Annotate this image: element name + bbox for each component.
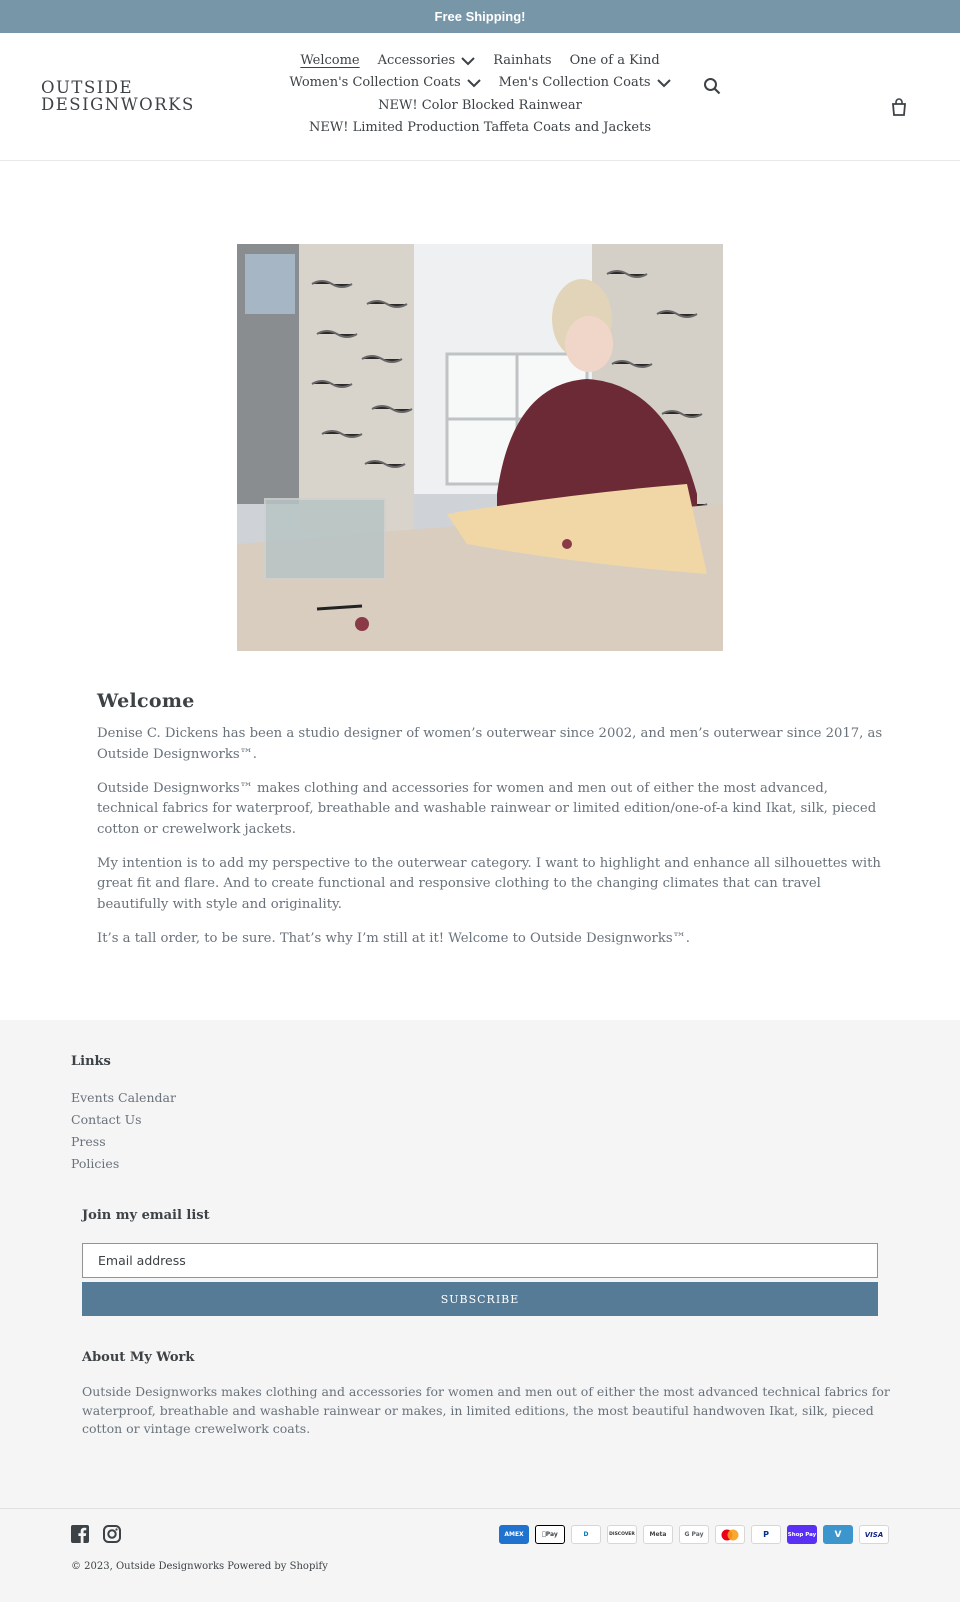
venmo-icon: [823, 1525, 853, 1544]
email-input[interactable]: [82, 1243, 878, 1278]
social-links: [71, 1525, 121, 1543]
links-title: Links: [71, 1054, 111, 1069]
nav-item-womens-coats[interactable]: [289, 75, 480, 90]
meta-pay-icon: [643, 1525, 673, 1544]
paypal-icon: [751, 1525, 781, 1544]
payment-label: Pay: [543, 1531, 556, 1538]
chevron-down-icon: [461, 56, 475, 66]
chevron-down-icon: [467, 78, 481, 88]
content-paragraph: It’s a tall order, to be sure. That’s why I’m still at it! Welcome to Outside Designworks™.: [97, 930, 691, 946]
about-text: Outside Designworks makes clothing and accessories for women and men out of either the most advanced technical fabrics for waterproof, breathable and washable rainwear or makes, in limited editions, the most beautiful handwoven Ikat, silk, pieced cotton or vintage crewelwork coats.: [82, 1384, 890, 1436]
nav-item-label: NEW! Limited Production Taffeta Coats and Jackets: [309, 120, 651, 135]
page-content: [97, 690, 887, 963]
nav-item-label: NEW! Color Blocked Rainwear: [378, 98, 582, 113]
amex-icon: [499, 1525, 529, 1544]
content-paragraph: Denise C. Dickens has been a studio designer of women’s outerwear since 2002, and men’s outerwear since 2017, as Outside Designworks™.: [97, 726, 883, 762]
payment-label: P: [763, 1530, 769, 1539]
facebook-icon[interactable]: [71, 1525, 89, 1543]
cart-icon: [890, 98, 908, 116]
subscribe-button[interactable]: SUBSCRIBE: [82, 1282, 878, 1316]
nav-item-label: One of a Kind: [569, 53, 660, 68]
footer-link-press[interactable]: Press: [71, 1134, 106, 1149]
search-icon: [703, 77, 721, 95]
google-pay-icon: [679, 1525, 709, 1544]
page-title: Welcome: [97, 690, 195, 712]
nav-item-label: Women's Collection Coats: [289, 75, 461, 90]
nav-row-3: [0, 98, 960, 113]
apple-pay-icon: [535, 1525, 565, 1544]
nav-row-2: [0, 75, 960, 90]
announcement-bar: [0, 0, 960, 33]
payment-label: V: [834, 1529, 842, 1540]
about-title: About My Work: [82, 1350, 195, 1365]
instagram-icon[interactable]: [103, 1525, 121, 1543]
nav-item-color-blocked[interactable]: [378, 98, 582, 113]
copyright: © 2023, Outside Designworks Powered by Shopify: [71, 1561, 328, 1572]
payment-label: VISA: [864, 1530, 884, 1539]
nav-item-rainhats[interactable]: [493, 53, 551, 68]
announcement-text: Free Shipping!: [434, 9, 526, 24]
about-section: [82, 1350, 892, 1439]
search-button[interactable]: [703, 77, 721, 95]
diners-club-icon: [571, 1525, 601, 1544]
nav-item-label: Accessories: [377, 53, 456, 68]
payment-icons: [499, 1525, 889, 1544]
visa-icon: [859, 1525, 889, 1544]
site-footer: [0, 1020, 960, 1602]
chevron-down-icon: [657, 78, 671, 88]
payment-label: D: [583, 1531, 589, 1538]
footer-link-events[interactable]: Events Calendar: [71, 1090, 176, 1105]
shop-pay-icon: [787, 1525, 817, 1544]
mastercard-icon: [715, 1525, 745, 1544]
nav-item-mens-coats[interactable]: [499, 75, 671, 90]
nav-item-label: Men's Collection Coats: [498, 75, 651, 90]
nav-row-4: [0, 120, 960, 135]
nav-item-one-of-a-kind[interactable]: [570, 53, 660, 68]
nav-item-taffeta[interactable]: [309, 120, 651, 135]
nav-item-welcome[interactable]: [300, 53, 359, 68]
nav-item-accessories[interactable]: [378, 53, 476, 68]
content-paragraph: My intention is to add my perspective to the outerwear category. I want to highlight and enhance all silhouettes with great fit and flare. And to create functional and responsive clothing to the changing climates that can travel beautifully with style and originality.: [97, 855, 881, 912]
mastercard-circles: [720, 1529, 740, 1541]
payment-label: G Pay: [684, 1531, 704, 1538]
footer-bottom: [0, 1508, 960, 1602]
newsletter-signup: [82, 1208, 878, 1316]
payment-label: Meta: [649, 1531, 667, 1538]
footer-link-policies[interactable]: Policies: [71, 1156, 120, 1171]
nav-item-label: Welcome: [300, 53, 360, 68]
footer-link-contact[interactable]: Contact Us: [71, 1112, 142, 1127]
cart-button[interactable]: [890, 98, 908, 116]
newsletter-title: Join my email list: [82, 1208, 210, 1223]
designer-photo: [237, 244, 723, 651]
content-paragraph: Outside Designworks™ makes clothing and accessories for women and men out of either the most advanced, technical fabrics for waterproof, breathable and washable rainwear or limited edition/one-of-a kind Ikat, silk, pieced cotton or crewelwork jackets.: [97, 780, 877, 837]
payment-label: DISCOVER: [609, 1532, 635, 1537]
hero-image: [237, 244, 723, 651]
site-header: [0, 33, 960, 161]
payment-label: Shop Pay: [787, 1531, 817, 1538]
nav-row-1: [0, 53, 960, 68]
site-logo[interactable]: OUTSIDE DESIGNWORKS: [41, 78, 195, 114]
footer-links: [71, 1054, 176, 1175]
discover-icon: [607, 1525, 637, 1544]
nav-item-label: Rainhats: [493, 53, 552, 68]
payment-label: AMEX: [504, 1531, 524, 1538]
